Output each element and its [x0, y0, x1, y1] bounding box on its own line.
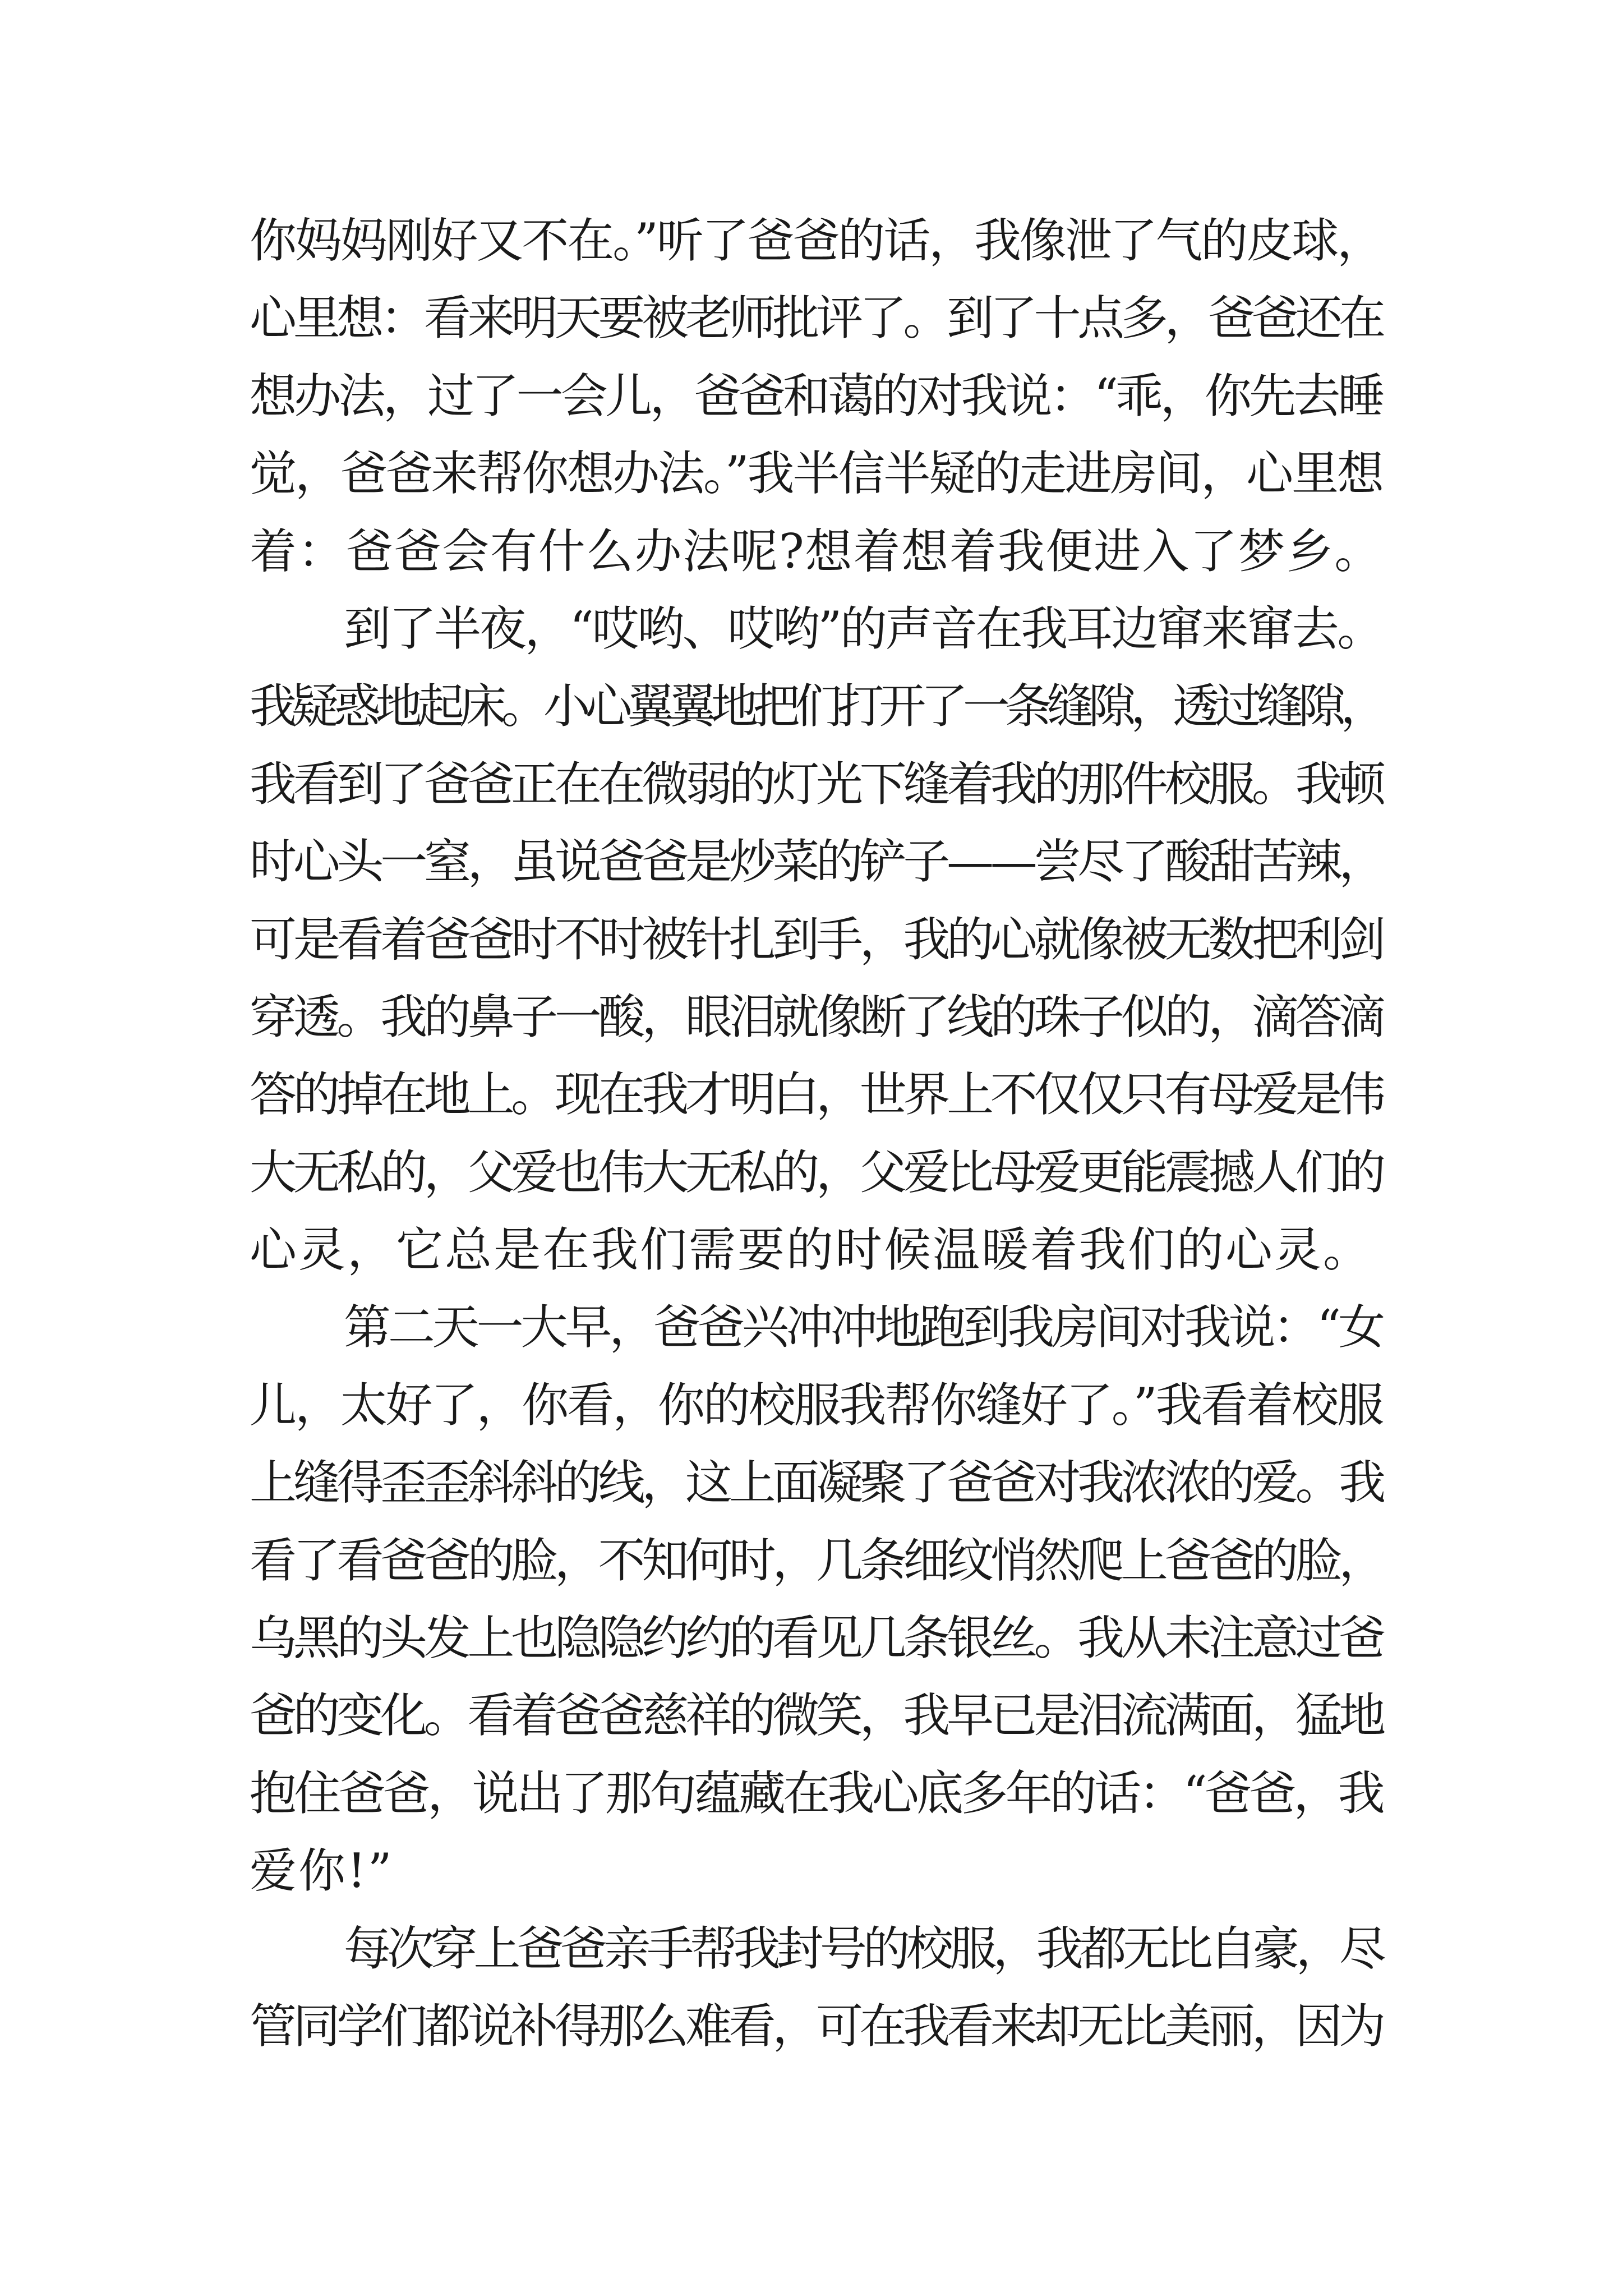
text-line: 你妈妈刚好又不在。”听了爸爸的话，我像泄了气的皮球， [250, 213, 1382, 268]
text-line: 每次穿上爸爸亲手帮我封号的校服，我都无比自豪，尽 [344, 1921, 1383, 1976]
text-line: 爸的变化。看着爸爸慈祥的微笑，我早已是泪流满面，猛地 [250, 1688, 1383, 1743]
text-line: 时心头一窒，虽说爸爸是炒菜的铲子——尝尽了酸甜苦辣， [250, 834, 1383, 890]
text-line: 觉，爸爸来帮你想办法。”我半信半疑的走进房间，心里想 [250, 446, 1382, 501]
text-line: 大无私的，父爱也伟大无私的，父爱比母爱更能震撼人们的 [250, 1144, 1383, 1200]
paragraph-2 [250, 590, 1382, 1289]
paragraph-4 [250, 1910, 1382, 2065]
essay-body [250, 202, 1382, 2065]
text-line: 到了半夜，“哎哟、哎哟”的声音在我耳边窜来窜去。 [344, 601, 1382, 656]
text-line: 看了看爸爸的脸，不知何时，几条细纹悄然爬上爸爸的脸， [250, 1533, 1383, 1588]
text-line: 我看到了爸爸正在在微弱的灯光下缝着我的那件校服。我顿 [250, 756, 1383, 812]
text-line: 上缝得歪歪斜斜的线，这上面凝聚了爸爸对我浓浓的爱。我 [250, 1455, 1383, 1511]
text-line: 管同学们都说补得那么难看，可在我看来却无比美丽，因为 [250, 1998, 1383, 2054]
text-line: 可是看着爸爸时不时被针扎到手，我的心就像被无数把利剑 [250, 912, 1383, 967]
text-line: 想办法，过了一会儿，爸爸和蔼的对我说：“乖，你先去睡 [250, 368, 1382, 424]
text-line: 第二天一大早，爸爸兴冲冲地跑到我房间对我说：“女 [344, 1300, 1382, 1355]
text-line: 爱你!” [250, 1843, 394, 1899]
text-line: 着：爸爸会有什么办法呢?想着想着我便进入了梦乡。 [250, 523, 1383, 579]
text-line: 心里想：看来明天要被老师批评了。到了十点多，爸爸还在 [250, 291, 1383, 346]
text-line: 儿，太好了，你看，你的校服我帮你缝好了。”我看着校服 [250, 1377, 1382, 1433]
text-line: 乌黑的头发上也隐隐约约的看见几条银丝。我从未注意过爸 [250, 1611, 1383, 1666]
paragraph-3 [250, 1289, 1382, 1910]
text-line: 抱住爸爸，说出了那句蕴藏在我心底多年的话：“爸爸，我 [250, 1765, 1382, 1821]
text-line: 答的掉在地上。现在我才明白，世界上不仅仅只有母爱是伟 [250, 1067, 1383, 1122]
text-line: 我疑惑地起床。小心翼翼地把们打开了一条缝隙，透过缝隙， [250, 679, 1383, 734]
paragraph-1 [250, 202, 1382, 590]
text-line: 穿透。我的鼻子一酸，眼泪就像断了线的珠子似的，滴答滴 [250, 989, 1383, 1045]
text-line: 心灵，它总是在我们需要的时候温暖着我们的心灵。 [250, 1222, 1372, 1278]
